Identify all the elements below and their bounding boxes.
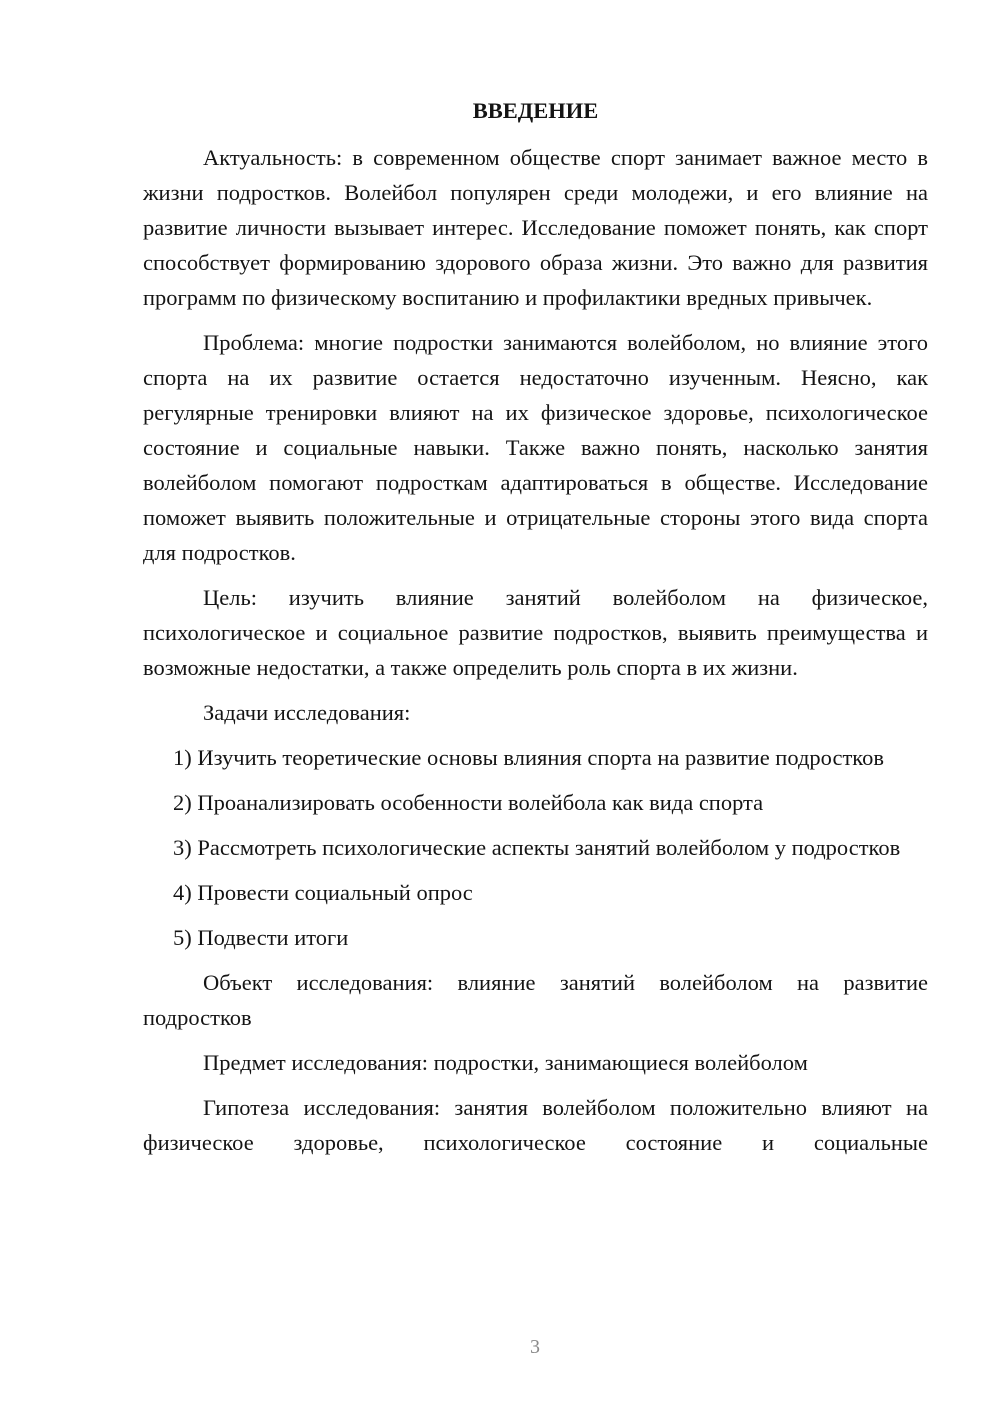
object-paragraph: Объект исследования: влияние занятий волейболом на развитие подростков <box>143 970 928 1030</box>
section-heading: ВВЕДЕНИЕ <box>472 98 599 123</box>
task-item-2: 2) Проанализировать особенности волейбола как вида спорта <box>173 790 764 815</box>
page-number: 3 <box>530 1336 540 1358</box>
task-item-4: 4) Провести социальный опрос <box>173 880 473 905</box>
task-item-1: 1) Изучить теоретические основы влияния спорта на развитие подростков <box>173 745 884 770</box>
problem-paragraph: Проблема: многие подростки занимаются волейболом, но влияние этого спорта на их развитие остается недостаточно изученным. Неясно, как регулярные тренировки влияют на их физическое здоровье, психологическое состояние и социальные навыки. Также важно понять, насколько занятия волейболом помогают подросткам адаптироваться в обществе. Исследование поможет выявить положительные и отрицательные стороны этого вида спорта для подростков. <box>143 330 928 565</box>
relevance-paragraph: Актуальность: в современном обществе спорт занимает важное место в жизни подростков. Волейбол популярен среди молодежи, и его влияние на развитие личности вызывает интерес. Исследование поможет понять, как спорт способствует формированию здорового образа жизни. Это важно для развития программ по физическому воспитанию и профилактики вредных привычек. <box>143 145 928 310</box>
subject-paragraph: Предмет исследования: подростки, занимающиеся волейболом <box>203 1050 808 1075</box>
task-item-5: 5) Подвести итоги <box>173 925 349 950</box>
hypothesis-paragraph: Гипотеза исследования: занятия волейболом положительно влияют на физическое здоровье, психологическое состояние и социальные <box>143 1095 928 1155</box>
page-content <box>143 93 928 1170</box>
goal-paragraph: Цель: изучить влияние занятий волейболом на физическое, психологическое и социальное развитие подростков, выявить преимущества и возможные недостатки, а также определить роль спорта в их жизни. <box>143 585 928 680</box>
tasks-heading: Задачи исследования: <box>203 700 411 725</box>
task-item-3: 3) Рассмотреть психологические аспекты занятий волейболом у подростков <box>173 835 901 860</box>
